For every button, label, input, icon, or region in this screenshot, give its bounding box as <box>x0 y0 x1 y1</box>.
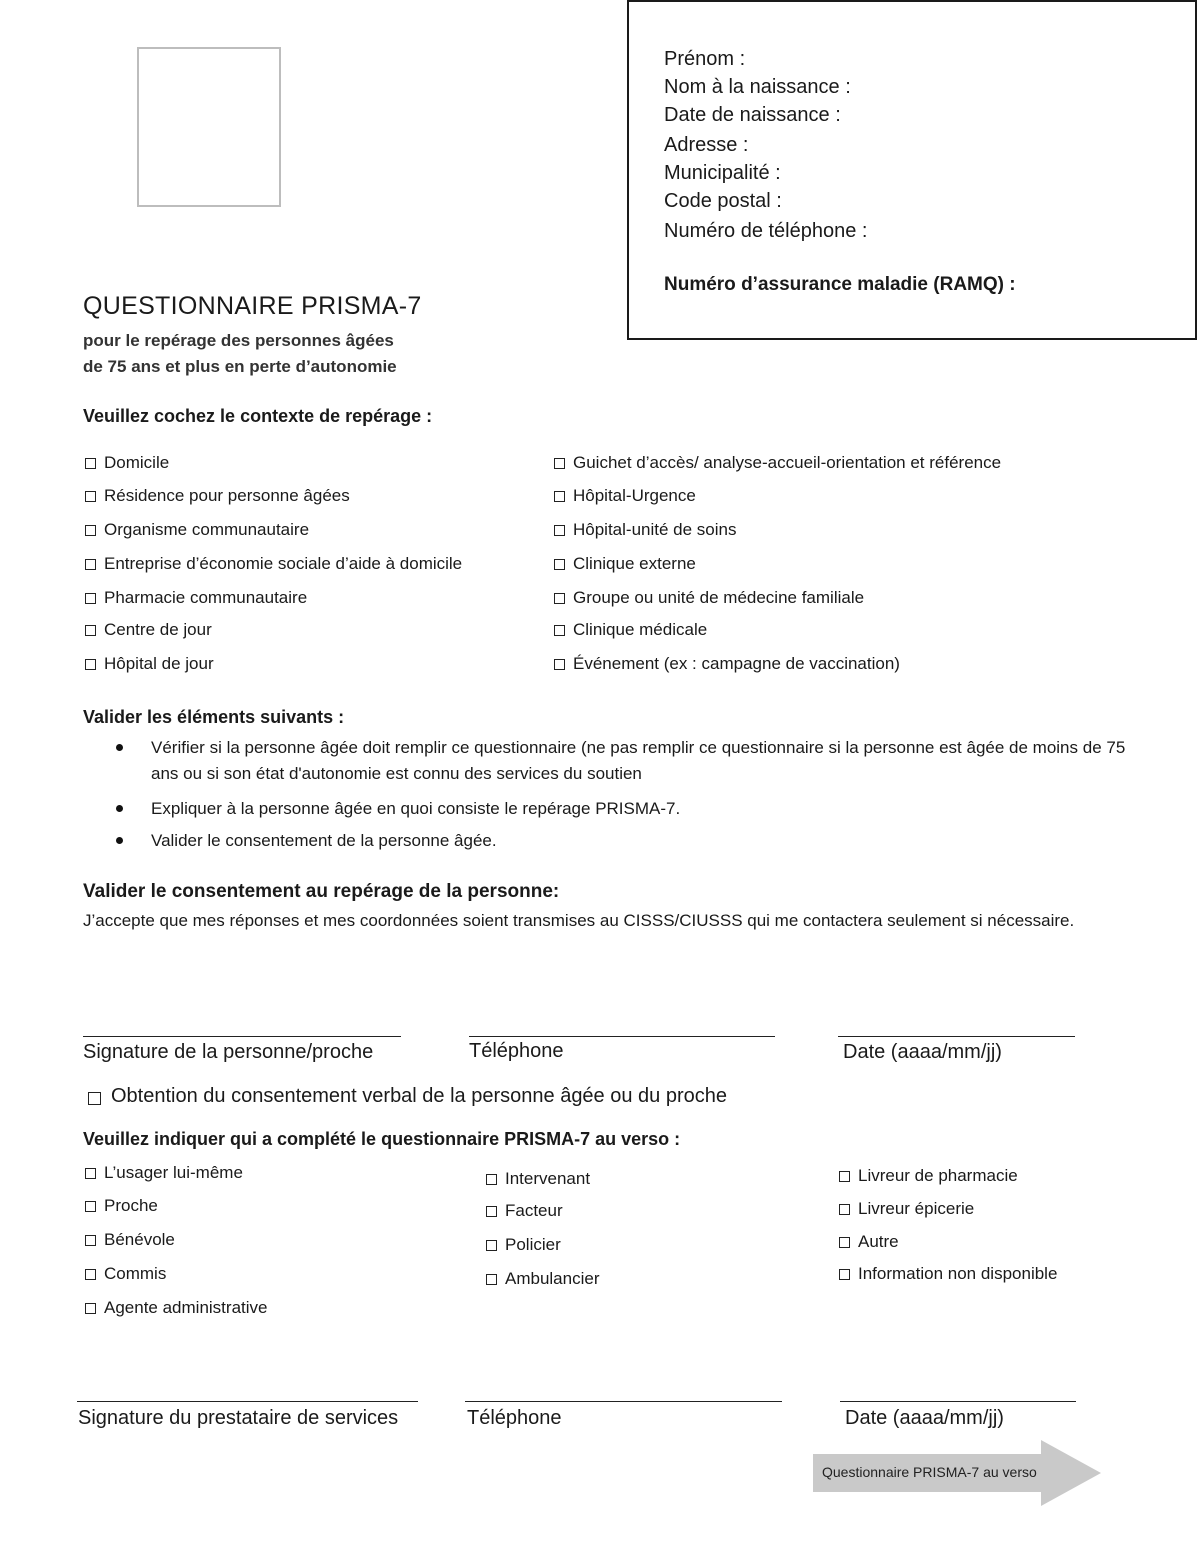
context-option[interactable]: Centre de jour <box>85 619 212 641</box>
checkbox-icon[interactable] <box>85 559 96 570</box>
completed-option[interactable]: L’usager lui-même <box>85 1162 243 1184</box>
validate-item: Valider le consentement de la personne âgée. <box>116 828 1116 854</box>
checkbox-icon[interactable] <box>486 1206 497 1217</box>
completed-option[interactable]: Policier <box>486 1234 561 1256</box>
context-option[interactable]: Clinique médicale <box>554 619 707 641</box>
checkbox-icon[interactable] <box>839 1204 850 1215</box>
checkbox-icon[interactable] <box>85 659 96 670</box>
checkbox-icon[interactable] <box>839 1171 850 1182</box>
bullet-icon <box>116 837 123 844</box>
checkbox-icon[interactable] <box>486 1174 497 1185</box>
completed-option[interactable]: Livreur épicerie <box>839 1198 974 1220</box>
context-heading: Veuillez cochez le contexte de repérage : <box>83 406 433 426</box>
context-option[interactable]: Événement (ex : campagne de vaccination) <box>554 653 900 675</box>
checkbox-icon[interactable] <box>554 593 565 604</box>
telephone-label: Numéro de téléphone : <box>664 220 868 242</box>
checkbox-icon[interactable] <box>85 458 96 469</box>
logo-placeholder <box>137 47 281 207</box>
checkbox-icon[interactable] <box>88 1092 101 1105</box>
validate-item: Expliquer à la personne âgée en quoi consiste le repérage PRISMA-7. <box>116 796 1116 822</box>
context-option[interactable]: Guichet d’accès/ analyse-accueil-orientation et référence <box>554 452 1001 474</box>
context-option[interactable]: Domicile <box>85 452 169 474</box>
subtitle-line-1: pour le repérage des personnes âgées <box>83 331 394 350</box>
completed-option[interactable]: Proche <box>85 1195 158 1217</box>
checkbox-icon[interactable] <box>486 1274 497 1285</box>
municipalite-label: Municipalité : <box>664 162 781 184</box>
context-option[interactable]: Pharmacie communautaire <box>85 587 307 609</box>
checkbox-icon[interactable] <box>85 491 96 502</box>
signature-line[interactable] <box>77 1401 418 1402</box>
completed-heading: Veuillez indiquer qui a complété le questionnaire PRISMA-7 au verso : <box>83 1129 681 1149</box>
date-line[interactable] <box>838 1036 1075 1037</box>
context-option[interactable]: Hôpital-Urgence <box>554 485 696 507</box>
context-option[interactable]: Groupe ou unité de médecine familiale <box>554 587 864 609</box>
code-postal-label: Code postal : <box>664 190 782 212</box>
date-line[interactable] <box>840 1401 1076 1402</box>
page-title: QUESTIONNAIRE PRISMA-7 <box>83 292 422 320</box>
date-label: Date (aaaa/mm/jj) <box>845 1407 1004 1429</box>
validate-heading: Valider les éléments suivants : <box>83 707 345 727</box>
checkbox-icon[interactable] <box>85 525 96 536</box>
date-naissance-label: Date de naissance : <box>664 104 841 126</box>
context-option[interactable]: Organisme communautaire <box>85 519 309 541</box>
checkbox-icon[interactable] <box>554 525 565 536</box>
signature-person-label: Signature de la personne/proche <box>83 1041 374 1063</box>
consent-text: J’accepte que mes réponses et mes coordonnées soient transmises au CISSS/CIUSSS qui me contactera seulement si nécessaire. <box>83 911 1075 930</box>
completed-option[interactable]: Livreur de pharmacie <box>839 1165 1018 1187</box>
context-option[interactable]: Hôpital-unité de soins <box>554 519 736 541</box>
completed-option[interactable]: Agente administrative <box>85 1297 267 1319</box>
checkbox-icon[interactable] <box>85 1269 96 1280</box>
nom-naissance-label: Nom à la naissance : <box>664 76 851 98</box>
context-option[interactable]: Entreprise d’économie sociale d’aide à domicile <box>85 553 462 575</box>
prenom-label: Prénom : <box>664 48 746 70</box>
telephone-line[interactable] <box>465 1401 782 1402</box>
completed-option[interactable]: Autre <box>839 1231 899 1253</box>
consent-heading: Valider le consentement au repérage de la personne: <box>83 881 560 902</box>
telephone-line[interactable] <box>469 1036 775 1037</box>
checkbox-icon[interactable] <box>85 1201 96 1212</box>
context-option[interactable]: Résidence pour personne âgées <box>85 485 350 507</box>
adresse-label: Adresse : <box>664 134 749 156</box>
checkbox-icon[interactable] <box>839 1237 850 1248</box>
verbal-consent-option[interactable]: Obtention du consentement verbal de la personne âgée ou du proche <box>88 1085 727 1108</box>
signature-line[interactable] <box>83 1036 401 1037</box>
completed-option[interactable]: Facteur <box>486 1200 563 1222</box>
checkbox-icon[interactable] <box>554 458 565 469</box>
checkbox-icon[interactable] <box>85 1303 96 1314</box>
checkbox-icon[interactable] <box>85 593 96 604</box>
completed-option[interactable]: Commis <box>85 1263 166 1285</box>
checkbox-icon[interactable] <box>85 1235 96 1246</box>
checkbox-icon[interactable] <box>839 1269 850 1280</box>
checkbox-icon[interactable] <box>554 491 565 502</box>
context-option[interactable]: Hôpital de jour <box>85 653 214 675</box>
validate-item: Vérifier si la personne âgée doit remplir ce questionnaire (ne pas remplir ce questionnaire si la personne est âgée de moins de 75 ans ou si son état d'autonomie est connu des services du soutien <box>116 735 1116 789</box>
signature-provider-label: Signature du prestataire de services <box>78 1407 399 1429</box>
checkbox-icon[interactable] <box>85 625 96 636</box>
checkbox-icon[interactable] <box>85 1168 96 1179</box>
completed-option[interactable]: Information non disponible <box>839 1263 1057 1285</box>
completed-option[interactable]: Ambulancier <box>486 1268 600 1290</box>
verso-arrow[interactable] <box>813 1440 1101 1506</box>
completed-option[interactable]: Intervenant <box>486 1168 590 1190</box>
subtitle-line-2: de 75 ans et plus en perte d’autonomie <box>83 357 397 376</box>
checkbox-icon[interactable] <box>554 659 565 670</box>
checkbox-icon[interactable] <box>554 559 565 570</box>
identification-box <box>627 0 1197 340</box>
ramq-label: Numéro d’assurance maladie (RAMQ) : <box>664 274 1016 295</box>
telephone-label: Téléphone <box>469 1040 564 1062</box>
date-label: Date (aaaa/mm/jj) <box>843 1041 1002 1063</box>
context-option[interactable]: Clinique externe <box>554 553 696 575</box>
bullet-icon <box>116 744 123 751</box>
completed-option[interactable]: Bénévole <box>85 1229 175 1251</box>
verso-arrow-label: Questionnaire PRISMA-7 au verso <box>822 1464 1037 1480</box>
checkbox-icon[interactable] <box>486 1240 497 1251</box>
checkbox-icon[interactable] <box>554 625 565 636</box>
telephone-label: Téléphone <box>467 1407 562 1429</box>
bullet-icon <box>116 805 123 812</box>
